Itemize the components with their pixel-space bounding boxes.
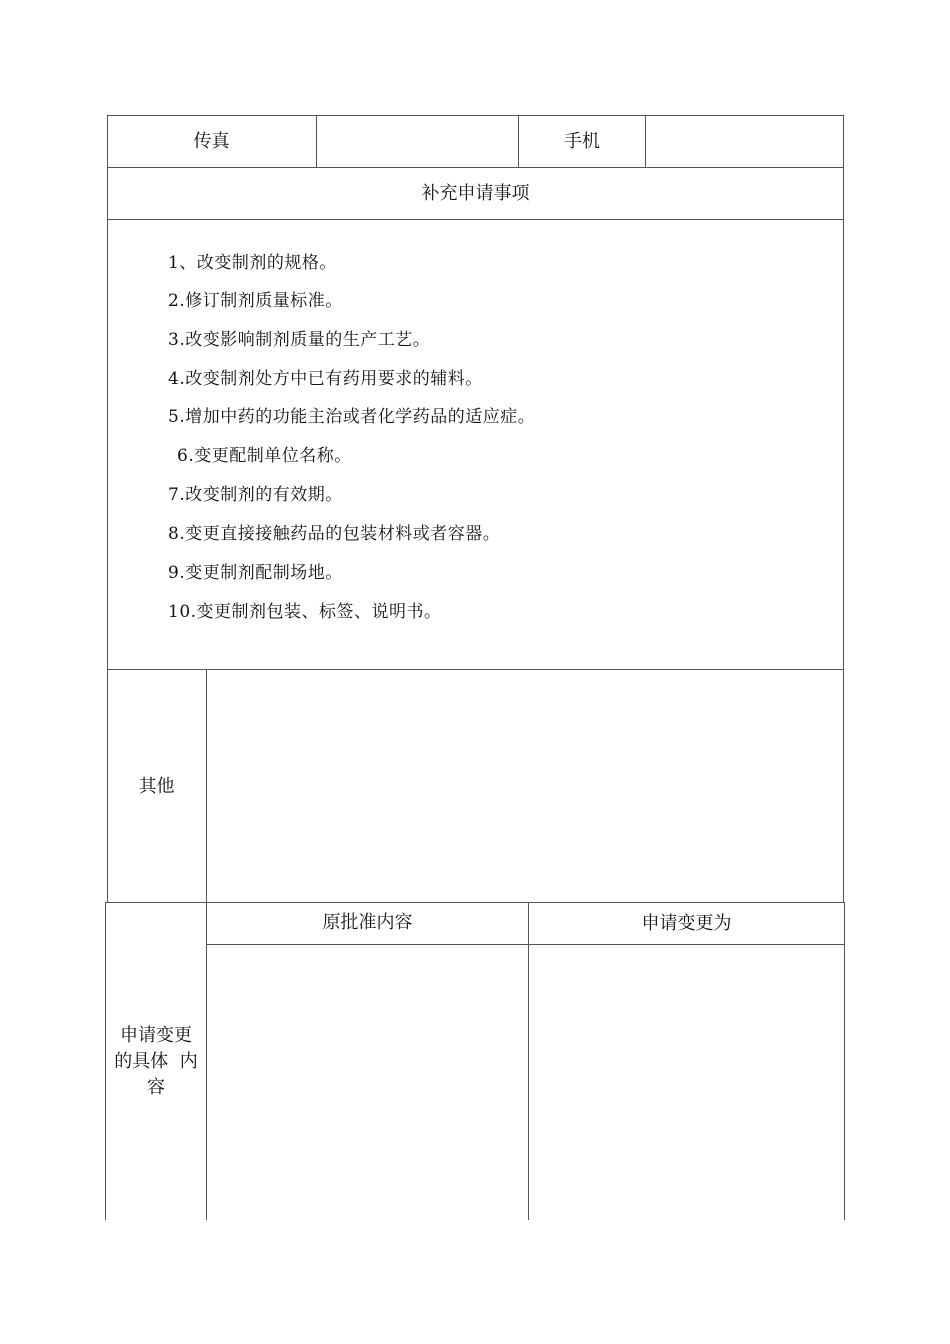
table-border-right [843, 115, 844, 903]
original-content-header: 原批准内容 [322, 912, 413, 933]
new-content-header: 申请变更为 [641, 913, 732, 934]
change-label-divider [206, 902, 207, 1220]
table-border-other-bottom [105, 902, 845, 903]
change-label-line-2: 的具体 内 [114, 1051, 198, 1072]
table-border-change-header-bottom [206, 944, 845, 945]
supplement-item-8: 8.变更直接接触药品的包装材料或者容器。 [168, 524, 501, 544]
table-border-items-bottom [107, 669, 844, 670]
supplement-item-1: 1、改变制剂的规格。 [168, 253, 337, 273]
table-border-title-bottom [107, 219, 844, 220]
supplement-item-10: 10.变更制剂包装、标签、说明书。 [168, 602, 442, 622]
supplement-item-6: 6.变更配制单位名称。 [177, 446, 352, 466]
mobile-label: 手机 [564, 131, 600, 152]
fax-label: 传真 [193, 131, 230, 152]
table-border-row1-bottom [107, 167, 844, 168]
other-divider [206, 669, 207, 902]
row1-divider-3 [645, 115, 646, 167]
row1-divider-1 [316, 115, 317, 167]
supplement-title: 补充申请事项 [421, 183, 530, 204]
change-label-line-1: 申请变更 [120, 1025, 192, 1046]
supplement-item-5: 5.增加中药的功能主治或者化学药品的适应症。 [168, 407, 536, 427]
supplement-item-2: 2.修订制剂质量标准。 [168, 291, 343, 311]
table-border-top [107, 115, 844, 116]
other-label: 其他 [138, 776, 175, 797]
change-column-divider [528, 902, 529, 1220]
table-border-right-lower [844, 902, 845, 1220]
change-label [106, 1023, 206, 1101]
change-label-line-3: 容 [147, 1077, 165, 1098]
supplement-item-3: 3.改变影响制剂质量的生产工艺。 [168, 330, 431, 350]
supplement-item-9: 9.变更制剂配制场地。 [168, 563, 343, 583]
supplement-item-7: 7.改变制剂的有效期。 [168, 485, 343, 505]
supplement-item-4: 4.改变制剂处方中已有药用要求的辅料。 [168, 369, 483, 389]
